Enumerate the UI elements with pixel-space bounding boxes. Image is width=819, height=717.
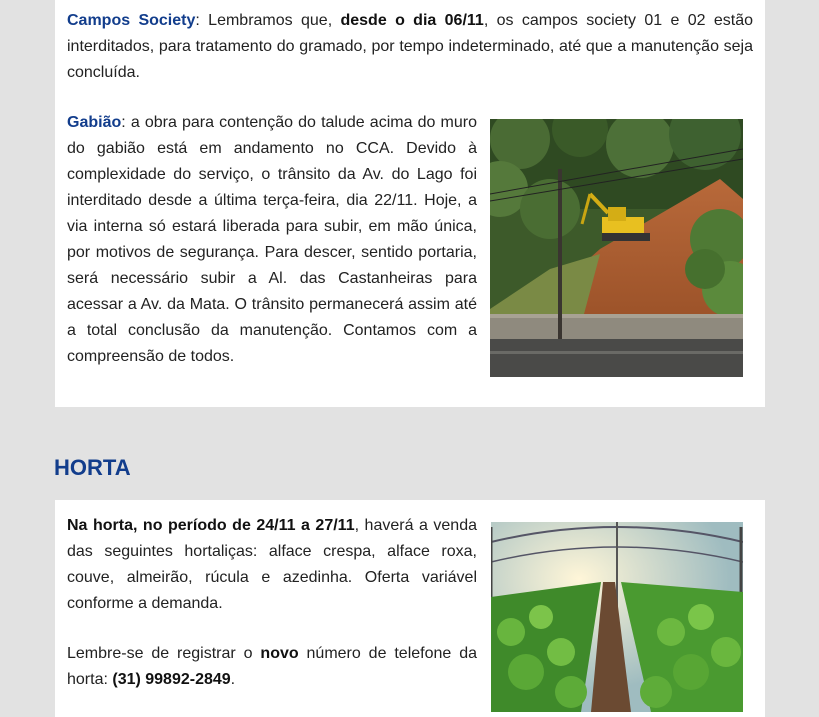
horta-paragraph-2 xyxy=(67,641,477,693)
horta-paragraph-1 xyxy=(67,513,477,617)
campos-society-paragraph xyxy=(67,8,753,86)
horta-novo-bold: novo xyxy=(260,645,299,662)
gabiao-title: Gabião xyxy=(67,114,122,131)
horta-section-heading: HORTA xyxy=(54,455,131,480)
campos-date-bold: desde o dia 06/11 xyxy=(340,12,484,29)
gabiao-construction-photo xyxy=(490,119,743,377)
horta-phone-number: (31) 99892-2849 xyxy=(112,671,231,688)
horta-text-4: . xyxy=(230,671,236,688)
campos-text-1: : Lembramos que, xyxy=(195,12,341,29)
horta-text-1: , haverá a venda das seguintes hortaliças: alface crespa, alface roxa, couve, almeirão, rúcula e azedinha. Oferta variável conforme a demanda. xyxy=(67,517,477,612)
horta-greenhouse-photo xyxy=(491,522,743,712)
horta-text-3: número de telefone da horta: xyxy=(67,645,477,688)
campos-society-title: Campos Society xyxy=(67,12,196,29)
horta-period-bold: Na horta, no período de 24/11 a 27/11 xyxy=(67,517,355,534)
campos-text-2: , os campos society 01 e 02 estão interditados, para tratamento do gramado, por tempo indeterminado, até que a manutenção seja concluída. xyxy=(67,12,754,81)
gabiao-paragraph xyxy=(67,110,477,370)
news-card-top xyxy=(55,0,765,407)
news-card-horta xyxy=(55,500,765,717)
horta-text-2: Lembre-se de registrar o xyxy=(67,645,261,662)
gabiao-text: : a obra para contenção do talude acima do muro do gabião está em andamento no CCA. Devido à complexidade do serviço, o trânsito da Av. do Lago foi interditado desde a última terça-feira, dia 22/11. Hoje, a via interna só estará liberada para subir, em mão única, por motivos de segurança. Para descer, sentido portaria, será necessário subir a Al. das Castanheiras para acessar a Av. da Mata. O trânsito permanecerá assim até a total conclusão da manutenção. Contamos com a compreensão de todos. xyxy=(67,114,477,365)
